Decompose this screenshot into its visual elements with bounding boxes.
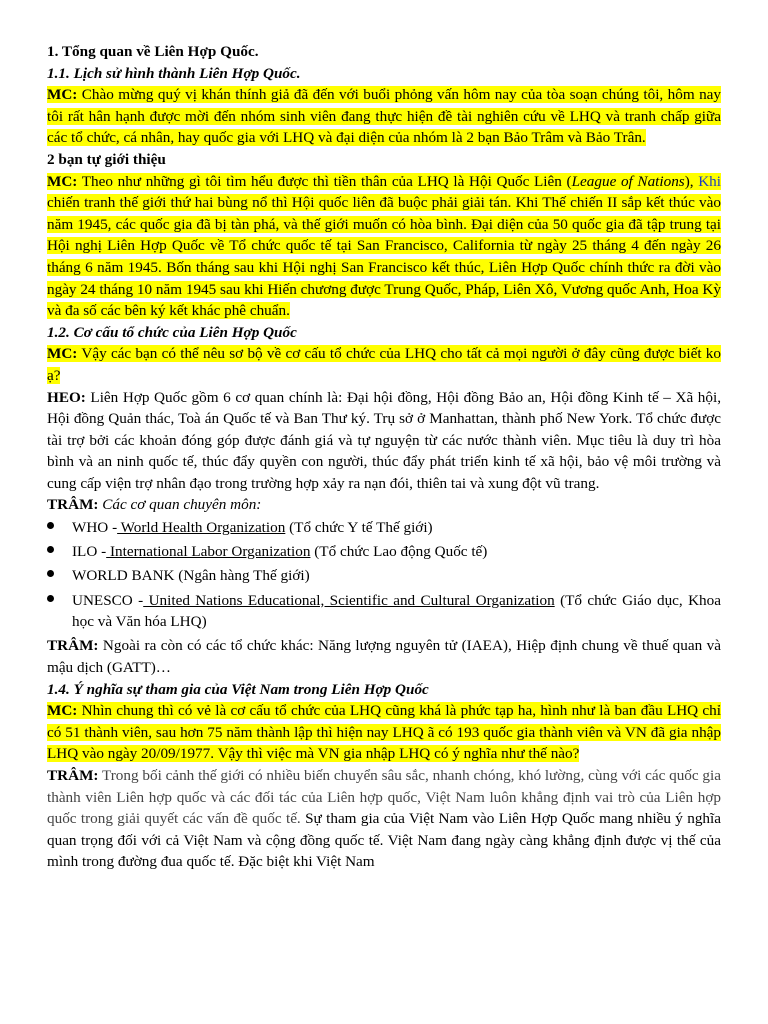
heading-1: 1. Tổng quan về Liên Hợp Quốc. xyxy=(47,43,259,60)
mc-text-2d: chiến tranh thế giới thứ hai bùng nổ thì Hội quốc liên đã buộc phải giải tán. Khi Thế chiến II sắp kết thúc vào năm 1945, các quốc gia đã bị tàn phá, và thế giới muốn có hòa bình. Đại diện của 50 quốc gia đã tập trung tại Hội nghị Liên Hợp Quốc về Tổ chức quốc tế tại San Francisco, California từ ngày 25 tháng 4 đến ngày 26 tháng 6 năm 1945. Bốn tháng sau khi Hội nghị San Francisco kết thúc, Liên Hợp Quốc chính thức ra đời vào ngày 24 tháng 10 năm 1945 sau khi Hiến chương được Trung Quốc, Pháp, Liên Xô, Vương quốc Anh, Hoa Kỳ và đa số các bên ký kết khác phê chuẩn. xyxy=(47,194,721,320)
tram-text-3b: Sự tham gia của Việt Nam vào Liên Hợp Quốc mang nhiều ý nghĩa quan trọng đối với cả Việt Nam và cộng đồng quốc tế. Việt Nam đang ngày càng khẳng định được vị thế của mình trong đường đua quốc tế. Đặc biệt khi Việt Nam xyxy=(47,810,721,871)
mc-paragraph-2 xyxy=(47,171,721,322)
speaker-tram: TRÂM: xyxy=(47,496,99,514)
speaker-tram: TRÂM: xyxy=(47,637,99,655)
item-link[interactable]: International Labor Organization xyxy=(106,543,311,561)
mc-text-2b: ), xyxy=(684,172,699,190)
mc-text-1: Chào mừng quý vị khán thính giả đã đến với buổi phỏng vấn hôm nay của tòa soạn chúng tôi, hôm nay tôi rất hân hạnh được mời đến nhóm sinh viên đang thực hiện đề tài nghiên cứu về LHQ và tranh chấp giữa các tổ chức, cá nhân, hay quốc gia với LHQ và đại diện của nhóm là 2 bạn Bảo Trâm và Bảo Trân. xyxy=(47,86,721,147)
bullet-icon xyxy=(47,570,54,577)
heo-paragraph xyxy=(47,387,721,495)
bullet-icon xyxy=(47,546,54,553)
item-prefix: UNESCO - xyxy=(72,591,144,609)
speaker-tram: TRÂM: xyxy=(47,766,99,784)
item-suffix: (Tổ chức Y tế Thế giới) xyxy=(285,519,433,537)
tram-paragraph-3 xyxy=(47,765,721,873)
mc-text-2a: Theo như những gì tôi tìm hểu được thì tiền thân của LHQ là Hội Quốc Liên ( xyxy=(77,172,572,190)
tram-text-3a: Trong bối cảnh thế giới có nhiều biến chuyển sâu sắc, nhanh chóng, khó lường, cùng với các quốc gia thành viên Liên hợp quốc và các đối tác của Liên hợp quốc, Việt Nam luôn khẳng định vai trò của Liên hợp quốc trong giải quyết các vấn đề quốc tế. xyxy=(47,766,721,828)
item-prefix: WHO - xyxy=(72,519,118,537)
mc-text-2c: Khi xyxy=(698,172,721,190)
bullet-icon xyxy=(47,595,54,602)
item-link[interactable]: United Nations Educational, Scientific and Cultural Organization xyxy=(143,591,555,609)
mc-text-3: Vậy các bạn có thể nêu sơ bộ về cơ cấu tổ chức của LHQ cho tất cả mọi người ở đây cũng được biết ko ạ? xyxy=(47,345,721,384)
list-item xyxy=(47,590,721,633)
mc-text-4: Nhìn chung thì có vẻ là cơ cấu tổ chức của LHQ cũng khá là phức tạp ha, hình như là ban đầu LHQ chỉ có 51 thành viên, sau hơn 75 năm thành lập thì hiện nay LHQ ã có 193 quốc gia thành viên và VN đã gia nhập LHQ vào ngày 20/09/1977. Vậy thì việc mà VN gia nhập LHQ có ý nghĩa như thế nào? xyxy=(47,702,721,763)
speaker-mc: MC: xyxy=(47,86,78,104)
item-link[interactable]: World Health Organization xyxy=(117,519,286,537)
heading-1-1: 1.1. Lịch sử hình thành Liên Hợp Quốc. xyxy=(47,64,301,82)
list-item xyxy=(47,565,721,587)
heading-1-4: 1.4. Ý nghĩa sự tham gia của Việt Nam trong Liên Hợp Quốc xyxy=(47,680,429,698)
intro-line: 2 bạn tự giới thiệu xyxy=(47,150,166,168)
mc-paragraph-4 xyxy=(47,700,721,765)
speaker-mc: MC: xyxy=(47,702,78,720)
tram-text-2: Ngoài ra còn có các tổ chức khác: Năng lượng nguyên tử (IAEA), Hiệp định chung về thuế quan và mậu dịch (GATT)… xyxy=(47,637,721,676)
heo-text: Liên Hợp Quốc gồm 6 cơ quan chính là: Đại hội đồng, Hội đồng Bảo an, Hội đồng Kinh tế – Xã hội, Hội đồng Quản thác, Toà án Quốc tế và Ban Thư ký. Trụ sở ở Manhattan, thành phố New York. Tổ chức được tài trợ bởi các khoản đóng góp được đánh giá và tự nguyện từ các nước thành viên. Mục tiêu là duy trì hòa bình và an ninh quốc tế, thúc đẩy quyền con người, thúc đẩy phát triển kinh tế xã hội, bảo vệ môi trường và cung cấp viện trợ nhân đạo trong trường hợp xảy ra nạn đói, thiên tai và xung đột vũ trang. xyxy=(47,388,721,492)
league-of-nations: League of Nations xyxy=(571,172,685,190)
list-item xyxy=(47,517,721,539)
list-item xyxy=(47,541,721,563)
item-suffix: (Tổ chức Giáo dục, Khoa học và Văn hóa LHQ) xyxy=(72,591,721,631)
tram-text-1: Các cơ quan chuyên môn: xyxy=(98,496,262,514)
document-page xyxy=(47,41,721,873)
speaker-mc: MC: xyxy=(47,172,78,190)
agency-list xyxy=(47,517,721,633)
mc-paragraph-3 xyxy=(47,343,721,386)
speaker-mc: MC: xyxy=(47,345,78,363)
tram-paragraph-2 xyxy=(47,635,721,678)
speaker-heo: HEO: xyxy=(47,388,86,406)
bullet-icon xyxy=(47,522,54,529)
item-suffix: (Tổ chức Lao động Quốc tế) xyxy=(310,543,488,561)
heading-1-2: 1.2. Cơ cấu tổ chức của Liên Hợp Quốc xyxy=(47,323,297,341)
mc-paragraph-1 xyxy=(47,84,721,149)
tram-paragraph-1 xyxy=(47,494,721,516)
item-prefix: ILO - xyxy=(72,543,107,561)
item-prefix: WORLD BANK (Ngân hàng Thế giới) xyxy=(72,567,310,585)
